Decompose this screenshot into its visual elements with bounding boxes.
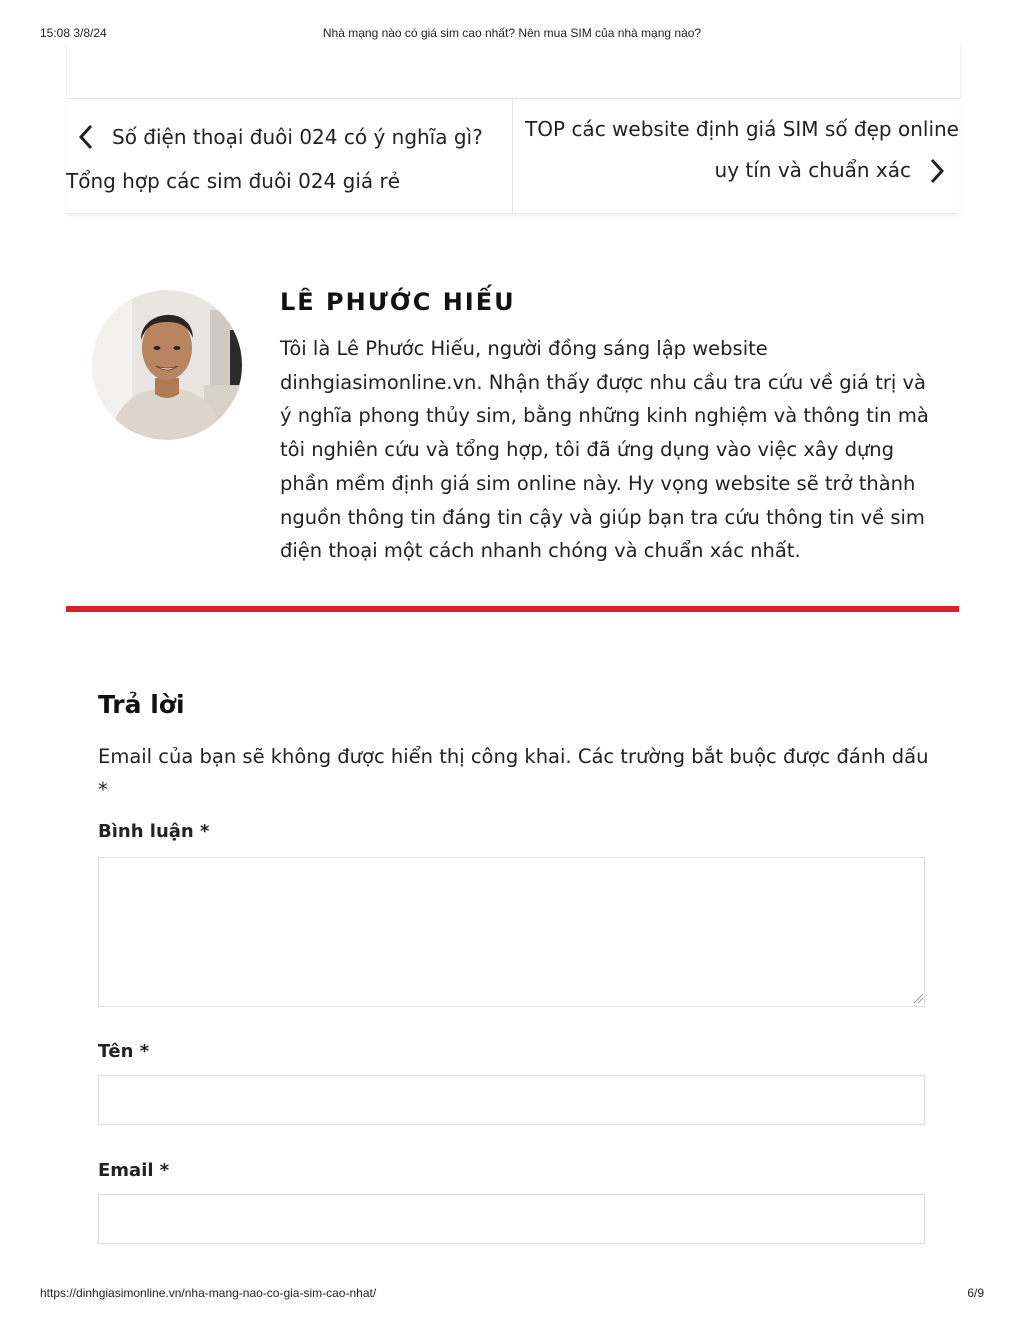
section-divider: [66, 606, 959, 612]
resize-grip-icon[interactable]: [912, 992, 924, 1004]
content-box-bottom: [66, 46, 961, 99]
author-name: LÊ PHƯỚC HIẾU: [280, 288, 516, 316]
comment-textarea[interactable]: [98, 857, 925, 1007]
author-bio: Tôi là Lê Phước Hiếu, người đồng sáng lập website dinhgiasimonline.vn. Nhận thấy được nhu cầu tra cứu về giá trị và ý nghĩa phong thủy sim, bằng những kinh nghiệm và thông tin mà tôi nghiên cứu và tổng hợp, tôi đã ứng dụng vào việc xây dựng phần mềm định giá sim online này. Hy vọng website sẽ trở thành nguồn thông tin đáng tin cậy và giúp bạn tra cứu thông tin về sim điện thoại một cách nhanh chóng và chuẩn xác nhất.: [280, 337, 929, 563]
name-input[interactable]: [98, 1075, 925, 1125]
print-page-title: Nhà mạng nào có giá sim cao nhất? Nên mua SIM của nhà mạng nào?: [322, 26, 702, 40]
print-datetime: 15:08 3/8/24: [40, 26, 107, 40]
reply-note: Email của bạn sẽ không được hiển thị công khai. Các trường bắt buộc được đánh dấu *: [98, 745, 929, 801]
comment-label: Bình luận *: [98, 821, 210, 842]
reply-title: Trả lời: [98, 690, 185, 719]
print-header: [0, 26, 1024, 42]
prev-post-title[interactable]: [66, 115, 506, 203]
prev-post-link[interactable]: [66, 99, 513, 213]
next-post-title[interactable]: [471, 109, 959, 191]
next-post-link[interactable]: [513, 99, 959, 213]
print-url: https://dinhgiasimonline.vn/nha-mang-nao-co-gia-sim-cao-nhat/: [40, 1286, 377, 1300]
email-input[interactable]: [98, 1194, 925, 1244]
author-photo: [92, 290, 242, 440]
post-navigation: [66, 99, 959, 214]
chevron-right-icon: [927, 157, 947, 185]
next-post-title-line2: uy tín và chuẩn xác: [714, 158, 911, 182]
prev-post-title-line1: Số điện thoại đuôi 024 có ý nghĩa gì?: [112, 125, 483, 149]
prev-post-title-line2: Tổng hợp các sim đuôi 024 giá rẻ: [66, 169, 401, 193]
email-label: Email *: [98, 1160, 170, 1181]
print-footer: [0, 1286, 1024, 1302]
print-page-number: 6/9: [967, 1286, 984, 1300]
next-post-title-line1: TOP các website định giá SIM số đẹp online: [525, 117, 959, 141]
author-avatar: [92, 290, 242, 440]
name-label: Tên *: [98, 1041, 150, 1062]
